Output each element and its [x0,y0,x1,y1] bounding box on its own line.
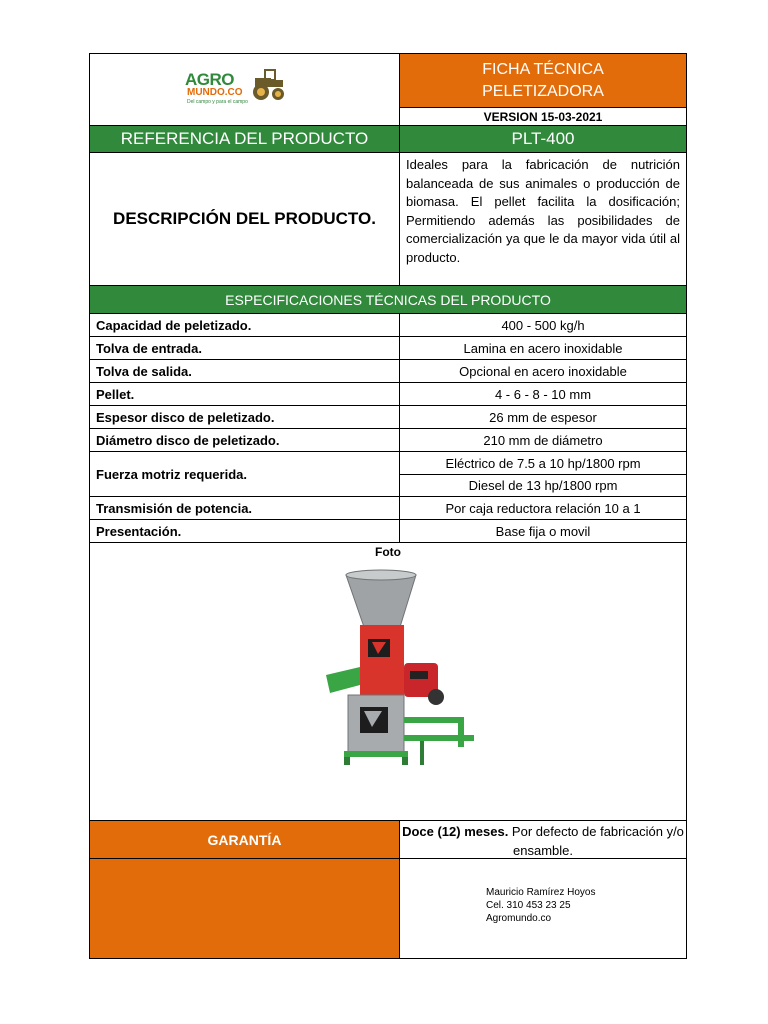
warranty-value [400,821,686,859]
logo-cell [90,54,400,126]
spec-sheet [89,53,687,959]
contact-block [400,859,686,958]
spec-row-presentation [90,520,686,543]
specs-title: ESPECIFICACIONES TÉCNICAS DEL PRODUCTO [90,286,686,314]
spec-value: 400 - 500 kg/h [501,317,585,333]
spec-row-outlet-hopper [90,360,686,383]
spec-value: Base fija o movil [495,523,591,539]
spec-value: 210 mm de diámetro [483,432,603,448]
sheet-title [400,54,686,108]
spec-label: Fuerza motriz requerida. [90,452,400,496]
spec-label: Transmisión de potencia. [90,497,400,519]
spec-label: Capacidad de peletizado. [90,314,400,336]
title-line-1: FICHA TÉCNICA [482,60,604,78]
spec-row-inlet-hopper [90,337,686,360]
footer-orange-cell [90,859,400,958]
title-line-2: PELETIZADORA [482,82,604,100]
logo-brand-top: AGRO [185,70,234,89]
spec-label: Diámetro disco de peletizado. [90,429,400,451]
logo-tagline: Del campo y para el campo [187,99,248,105]
spec-value-diesel: Diesel de 13 hp/1800 rpm [468,477,618,493]
spec-value: Por caja reductora relación 10 a 1 [445,500,641,516]
spec-row-motor [90,452,686,497]
warranty-label: GARANTÍA [90,821,400,859]
spec-value: 4 - 6 - 8 - 10 mm [494,386,592,402]
company-logo [185,68,295,112]
contact-phone: Cel. 310 453 23 25 [486,900,571,911]
spec-row-transmission [90,497,686,520]
contact-name: Mauricio Ramírez Hoyos [486,887,596,898]
spec-value: 26 mm de espesor [489,409,597,425]
reference-value: PLT-400 [400,126,686,153]
spec-label: Tolva de salida. [90,360,400,382]
tractor-icon [251,68,285,102]
warranty-terms: Por defecto de fabricación y/o ensamble. [508,824,684,858]
warranty-period: Doce (12) meses. [402,824,509,839]
spec-row-disc-diameter [90,429,686,452]
spec-value-electric: Eléctrico de 7.5 a 10 hp/1800 rpm [400,452,686,475]
reference-label: REFERENCIA DEL PRODUCTO [90,126,400,153]
description-label: DESCRIPCIÓN DEL PRODUCTO. [90,153,400,286]
spec-value: Opcional en acero inoxidable [459,363,627,379]
description-text: Ideales para la fabricación de nutrición balanceada de sus animales o producción de biomasa. El pellet facilita la dosificación; Permitiendo además las posibilidades de comercialización ya que le da mayor vida útil al producto. [400,153,686,286]
spec-row-disc-thickness [90,406,686,429]
photo-section [90,543,686,821]
spec-label: Presentación. [90,520,400,542]
spec-label: Tolva de entrada. [90,337,400,359]
spec-row-capacity [90,314,686,337]
version-label: VERSION 15-03-2021 [400,108,686,126]
spec-label: Espesor disco de peletizado. [90,406,400,428]
logo-brand-bottom: MUNDO.CO [187,87,243,98]
pelletizer-machine-image [320,567,480,777]
contact-website: Agromundo.co [486,913,552,924]
spec-value: Lamina en acero inoxidable [463,340,623,356]
spec-label: Pellet. [90,383,400,405]
photo-label: Foto [375,545,401,559]
spec-row-pellet [90,383,686,406]
